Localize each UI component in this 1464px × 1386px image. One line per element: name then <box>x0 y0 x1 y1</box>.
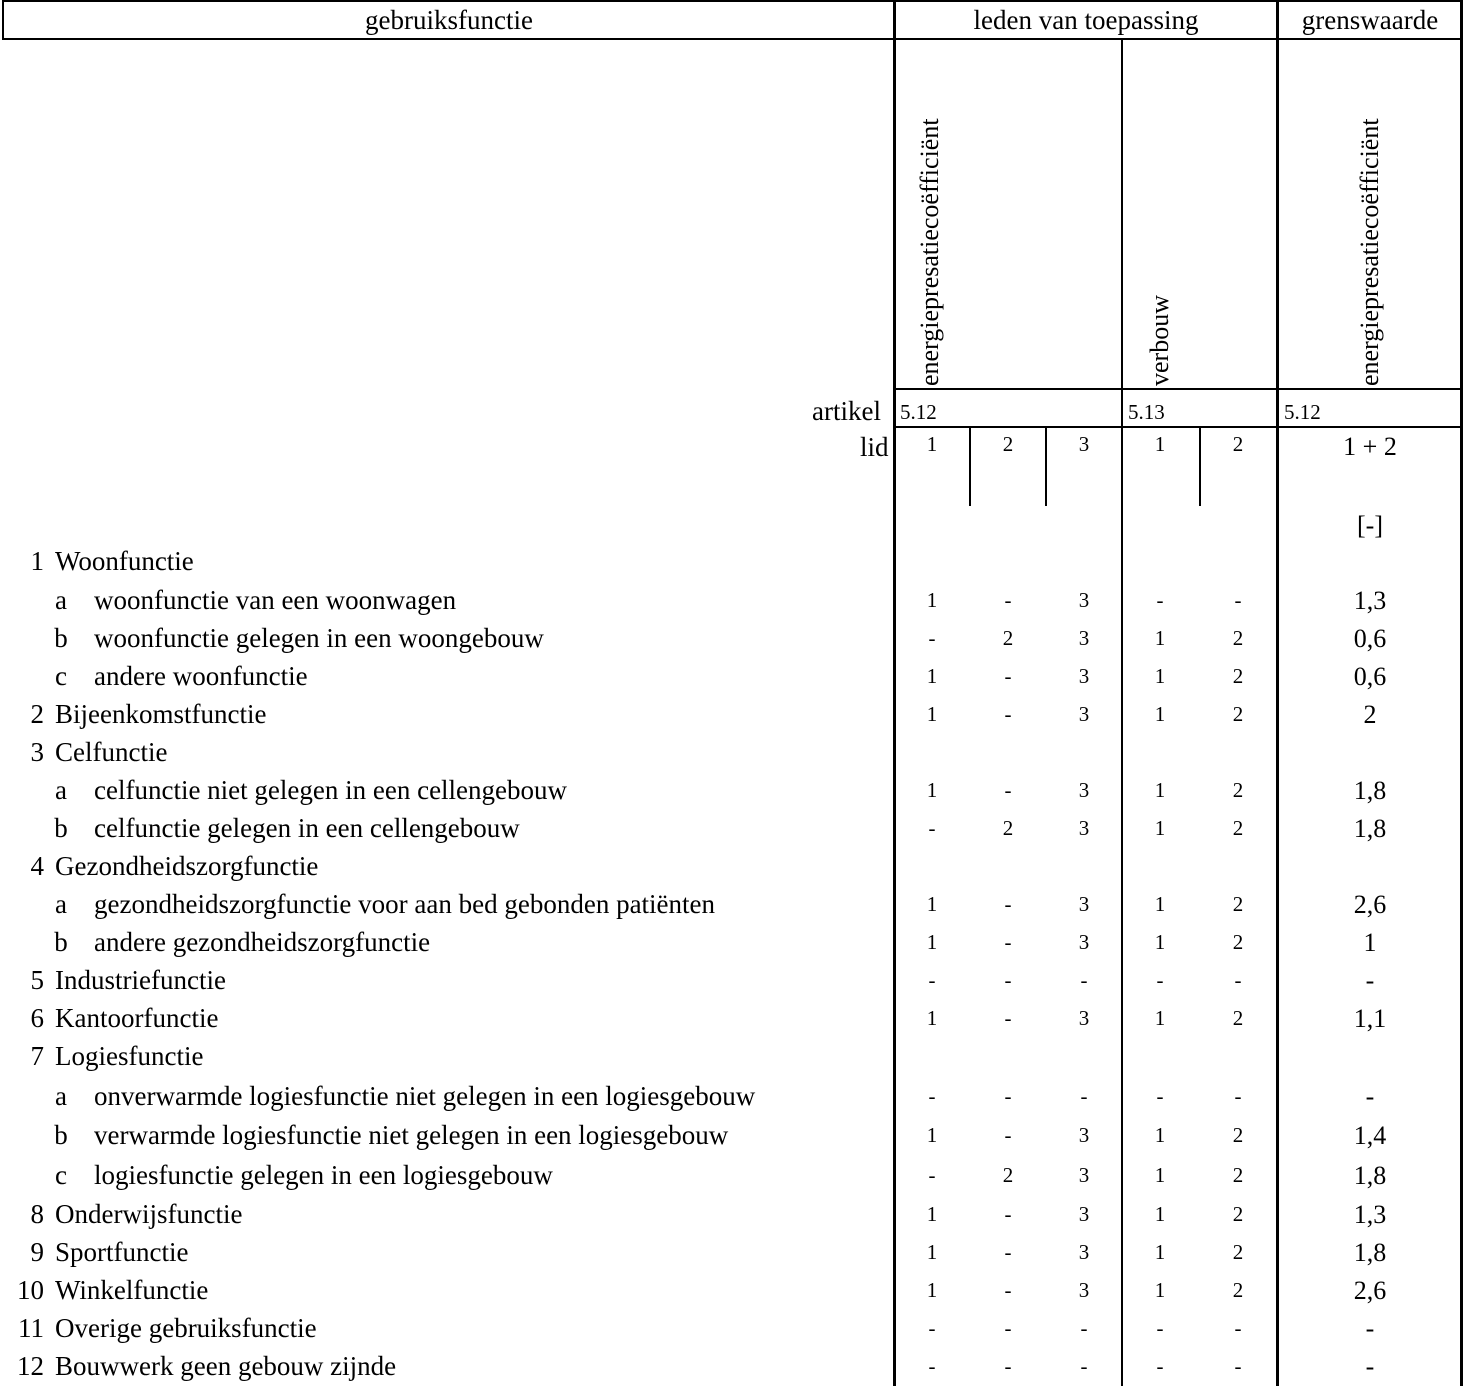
row-cell-lid-5: 2 <box>1232 702 1244 726</box>
row-cell-lid-3: - <box>1080 1354 1088 1378</box>
row-cell-lid-3: 3 <box>1078 1278 1090 1302</box>
lid-label: lid <box>860 432 889 462</box>
row-cell-lid-4: 1 <box>1154 1278 1166 1302</box>
row-cell-lid-3: 3 <box>1078 1123 1090 1147</box>
divider-grens <box>1276 0 1279 1386</box>
row-grenswaarde: 1,3 <box>1353 1200 1387 1229</box>
row-cell-lid-2: - <box>1004 1084 1012 1108</box>
row-cell-lid-2: - <box>1004 892 1012 916</box>
row-grenswaarde: 1 <box>1363 928 1377 957</box>
row-cell-lid-4: 1 <box>1154 1006 1166 1030</box>
row-cell-lid-3: 3 <box>1078 1240 1090 1264</box>
header-grenswaarde: grenswaarde <box>1301 5 1439 35</box>
row-cell-lid-4: - <box>1156 1084 1164 1108</box>
row-cell-lid-4: 1 <box>1154 1240 1166 1264</box>
row-cell-lid-2: - <box>1004 588 1012 612</box>
unit-label: [-] <box>1357 511 1383 540</box>
row-label: Celfunctie <box>55 737 168 767</box>
row-cell-lid-3: - <box>1080 1084 1088 1108</box>
row-cell-lid-1: 1 <box>926 778 938 802</box>
row-sub-letter: c <box>55 1160 67 1190</box>
row-cell-lid-3: 3 <box>1078 588 1090 612</box>
artikel-rule-bottom <box>895 426 1462 428</box>
row-cell-lid-5: - <box>1234 1354 1242 1378</box>
row-cell-lid-3: - <box>1080 968 1088 992</box>
row-sub-letter: a <box>55 585 67 615</box>
row-grenswaarde: 1,3 <box>1353 586 1387 615</box>
row-cell-lid-1: - <box>928 1084 936 1108</box>
row-cell-lid-2: - <box>1004 1202 1012 1226</box>
row-label: Logiesfunctie <box>55 1041 204 1071</box>
lid-sep-1 <box>969 428 971 506</box>
row-cell-lid-5: 2 <box>1232 816 1244 840</box>
row-cell-lid-2: - <box>1004 664 1012 688</box>
row-cell-lid-1: - <box>928 1354 936 1378</box>
row-cell-lid-5: 2 <box>1232 626 1244 650</box>
row-cell-lid-4: 1 <box>1154 778 1166 802</box>
artikel-5-13: 5.13 <box>1128 400 1165 424</box>
row-sublabel: onverwarmde logiesfunctie niet gelegen in een logiesgebouw <box>94 1081 756 1111</box>
row-label: Sportfunctie <box>55 1237 189 1267</box>
row-cell-lid-4: 1 <box>1154 816 1166 840</box>
row-sublabel: woonfunctie gelegen in een woongebouw <box>94 623 544 653</box>
row-cell-lid-5: - <box>1234 1084 1242 1108</box>
row-label: Woonfunctie <box>55 546 194 576</box>
row-cell-lid-3: 3 <box>1078 664 1090 688</box>
vlabel-grens: energiepresatiecoëfficiënt <box>1355 118 1384 386</box>
row-label: Onderwijsfunctie <box>55 1199 243 1229</box>
row-cell-lid-5: 2 <box>1232 1278 1244 1302</box>
top-border <box>2 0 1462 2</box>
row-cell-lid-1: 1 <box>926 892 938 916</box>
lid-sep-3 <box>1199 428 1201 506</box>
row-cell-lid-5: 2 <box>1232 1240 1244 1264</box>
artikel-rule-top <box>895 388 1462 390</box>
row-number: 11 <box>18 1313 44 1343</box>
row-number: 5 <box>30 965 44 995</box>
row-sublabel: celfunctie niet gelegen in een cellengebouw <box>94 775 568 805</box>
row-cell-lid-5: - <box>1234 588 1242 612</box>
row-cell-lid-4: 1 <box>1154 1163 1166 1187</box>
lid-5: 2 <box>1232 432 1244 456</box>
row-cell-lid-4: - <box>1156 968 1164 992</box>
row-sub-letter: a <box>55 775 67 805</box>
vlabel-epc: energiepresatiecoëfficiënt <box>915 118 944 386</box>
row-cell-lid-3: - <box>1080 1316 1088 1340</box>
vlabel-verbouw: verbouw <box>1145 295 1174 386</box>
row-grenswaarde: - <box>1365 966 1375 995</box>
row-sublabel: andere woonfunctie <box>94 661 308 691</box>
row-sub-letter: c <box>55 661 67 691</box>
row-grenswaarde: - <box>1365 1314 1375 1343</box>
row-cell-lid-5: - <box>1234 968 1242 992</box>
row-cell-lid-2: - <box>1004 1278 1012 1302</box>
lid-grens: 1 + 2 <box>1343 432 1397 461</box>
row-cell-lid-4: 1 <box>1154 1123 1166 1147</box>
row-cell-lid-4: - <box>1156 1316 1164 1340</box>
row-sublabel: andere gezondheidszorgfunctie <box>94 927 431 957</box>
divider-col1 <box>893 0 896 1386</box>
row-number: 10 <box>17 1275 44 1305</box>
row-cell-lid-1: - <box>928 626 936 650</box>
artikel-5-12-grens: 5.12 <box>1284 400 1321 424</box>
row-label: Winkelfunctie <box>55 1275 209 1305</box>
row-grenswaarde: 2,6 <box>1353 1276 1387 1305</box>
header-rule <box>2 38 1462 40</box>
row-grenswaarde: 1,8 <box>1353 1161 1387 1190</box>
row-cell-lid-3: 3 <box>1078 702 1090 726</box>
row-cell-lid-1: 1 <box>926 1240 938 1264</box>
row-cell-lid-5: 2 <box>1232 1163 1244 1187</box>
row-cell-lid-1: 1 <box>926 1123 938 1147</box>
row-cell-lid-3: 3 <box>1078 778 1090 802</box>
lid-4: 1 <box>1154 432 1166 456</box>
row-cell-lid-1: 1 <box>926 1278 938 1302</box>
lid-1: 1 <box>926 432 938 456</box>
row-cell-lid-1: - <box>928 968 936 992</box>
lid-2: 2 <box>1002 432 1014 456</box>
row-cell-lid-5: 2 <box>1232 1006 1244 1030</box>
row-cell-lid-4: 1 <box>1154 702 1166 726</box>
row-cell-lid-5: 2 <box>1232 930 1244 954</box>
row-cell-lid-1: 1 <box>926 664 938 688</box>
row-sublabel: gezondheidszorgfunctie voor aan bed gebonden patiënten <box>94 889 716 919</box>
row-grenswaarde: 2 <box>1363 700 1377 729</box>
row-cell-lid-1: 1 <box>926 702 938 726</box>
row-label: Overige gebruiksfunctie <box>55 1313 317 1343</box>
row-cell-lid-1: 1 <box>926 588 938 612</box>
row-cell-lid-1: 1 <box>926 1202 938 1226</box>
row-cell-lid-5: 2 <box>1232 892 1244 916</box>
row-label: Gezondheidszorgfunctie <box>55 851 319 881</box>
row-cell-lid-1: - <box>928 1316 936 1340</box>
artikel-label: artikel <box>812 396 881 426</box>
row-cell-lid-4: 1 <box>1154 892 1166 916</box>
row-number: 6 <box>30 1003 44 1033</box>
row-number: 2 <box>30 699 44 729</box>
row-cell-lid-1: - <box>928 1163 936 1187</box>
lid-sep-2 <box>1045 428 1047 506</box>
row-cell-lid-1: 1 <box>926 1006 938 1030</box>
row-cell-lid-3: 3 <box>1078 1202 1090 1226</box>
row-sub-letter: b <box>54 623 68 653</box>
row-sub-letter: a <box>55 889 67 919</box>
row-cell-lid-3: 3 <box>1078 816 1090 840</box>
row-cell-lid-5: 2 <box>1232 1202 1244 1226</box>
right-border <box>1460 0 1463 1386</box>
row-cell-lid-2: - <box>1004 702 1012 726</box>
header-leden-van-toepassing: leden van toepassing <box>973 5 1199 35</box>
row-number: 9 <box>30 1237 44 1267</box>
row-grenswaarde: 1,8 <box>1353 776 1387 805</box>
row-cell-lid-4: - <box>1156 1354 1164 1378</box>
row-cell-lid-2: - <box>1004 1006 1012 1030</box>
row-cell-lid-3: 3 <box>1078 1163 1090 1187</box>
row-cell-lid-5: 2 <box>1232 664 1244 688</box>
row-cell-lid-2: 2 <box>1002 1163 1014 1187</box>
row-cell-lid-3: 3 <box>1078 892 1090 916</box>
row-cell-lid-2: 2 <box>1002 626 1014 650</box>
row-cell-lid-2: - <box>1004 1123 1012 1147</box>
row-sublabel: logiesfunctie gelegen in een logiesgebouw <box>94 1160 553 1190</box>
row-grenswaarde: 1,8 <box>1353 814 1387 843</box>
row-number: 7 <box>30 1041 44 1071</box>
row-grenswaarde: 0,6 <box>1353 662 1387 691</box>
row-sublabel: woonfunctie van een woonwagen <box>94 585 457 615</box>
row-cell-lid-2: - <box>1004 778 1012 802</box>
row-sublabel: celfunctie gelegen in een cellengebouw <box>94 813 520 843</box>
row-cell-lid-5: 2 <box>1232 778 1244 802</box>
row-number: 8 <box>30 1199 44 1229</box>
row-grenswaarde: 1,4 <box>1353 1121 1387 1150</box>
header-gebruiksfunctie: gebruiksfunctie <box>365 5 533 35</box>
row-cell-lid-4: 1 <box>1154 626 1166 650</box>
row-cell-lid-5: 2 <box>1232 1123 1244 1147</box>
row-cell-lid-4: - <box>1156 588 1164 612</box>
row-label: Kantoorfunctie <box>55 1003 219 1033</box>
row-cell-lid-2: - <box>1004 1316 1012 1340</box>
row-sub-letter: b <box>54 813 68 843</box>
row-cell-lid-2: - <box>1004 1354 1012 1378</box>
artikel-5-12: 5.12 <box>900 400 937 424</box>
row-cell-lid-2: - <box>1004 1240 1012 1264</box>
row-number: 3 <box>30 737 44 767</box>
row-cell-lid-3: 3 <box>1078 626 1090 650</box>
row-sub-letter: b <box>54 1120 68 1150</box>
divider-verbouw <box>1121 38 1123 1386</box>
row-label: Bijeenkomstfunctie <box>55 699 267 729</box>
lid-3: 3 <box>1078 432 1090 456</box>
row-label: Industriefunctie <box>55 965 226 995</box>
row-sub-letter: b <box>54 927 68 957</box>
row-grenswaarde: - <box>1365 1352 1375 1381</box>
row-grenswaarde: 0,6 <box>1353 624 1387 653</box>
row-grenswaarde: 1,8 <box>1353 1238 1387 1267</box>
row-sub-letter: a <box>55 1081 67 1111</box>
row-cell-lid-2: - <box>1004 968 1012 992</box>
row-cell-lid-4: 1 <box>1154 1202 1166 1226</box>
row-cell-lid-5: - <box>1234 1316 1242 1340</box>
row-cell-lid-1: 1 <box>926 930 938 954</box>
row-cell-lid-4: 1 <box>1154 664 1166 688</box>
row-number: 1 <box>30 546 44 576</box>
row-cell-lid-4: 1 <box>1154 930 1166 954</box>
row-sublabel: verwarmde logiesfunctie niet gelegen in een logiesgebouw <box>94 1120 729 1150</box>
row-cell-lid-3: 3 <box>1078 1006 1090 1030</box>
row-number: 12 <box>17 1351 44 1381</box>
row-grenswaarde: 2,6 <box>1353 890 1387 919</box>
row-label: Bouwwerk geen gebouw zijnde <box>55 1351 397 1381</box>
row-grenswaarde: 1,1 <box>1353 1004 1387 1033</box>
row-cell-lid-2: 2 <box>1002 816 1014 840</box>
row-number: 4 <box>30 851 44 881</box>
row-grenswaarde: - <box>1365 1082 1375 1111</box>
row-cell-lid-1: - <box>928 816 936 840</box>
row-cell-lid-3: 3 <box>1078 930 1090 954</box>
left-border <box>2 0 4 40</box>
row-cell-lid-2: - <box>1004 930 1012 954</box>
